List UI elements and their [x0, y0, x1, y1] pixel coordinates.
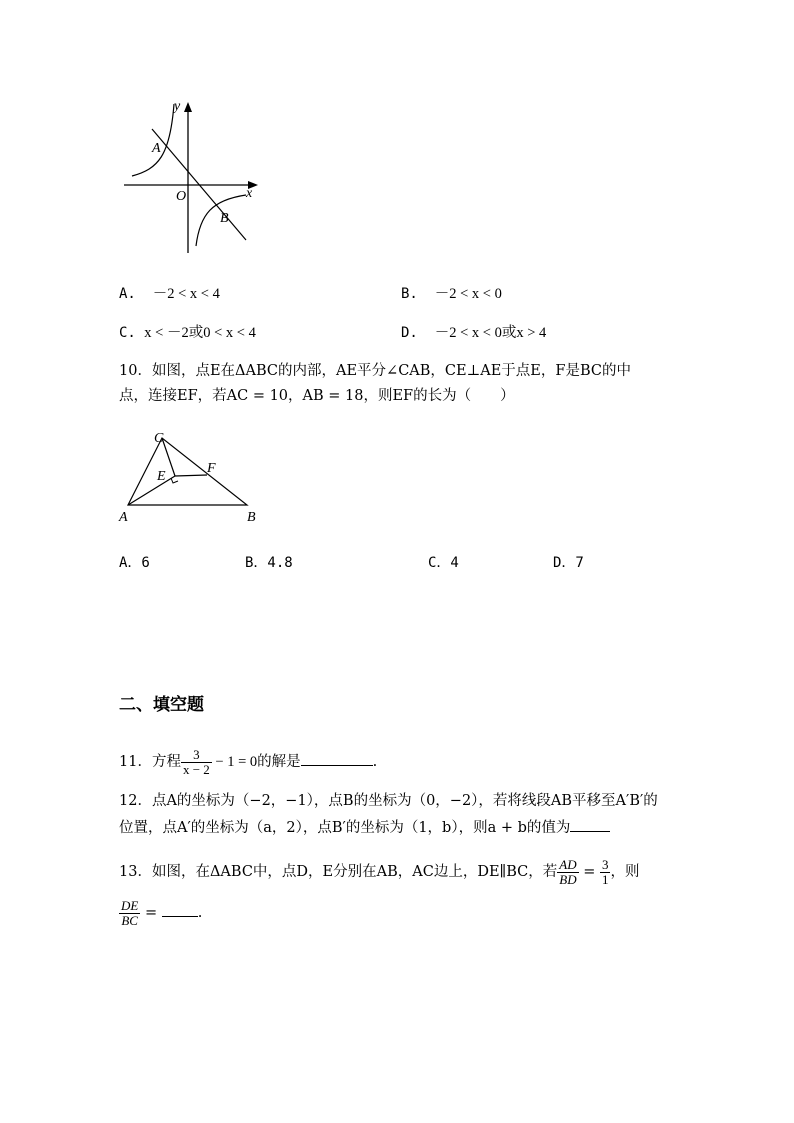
right-angle-mark	[171, 478, 178, 483]
q9-option-a-letter: A.	[119, 286, 136, 302]
q11-suffix: 的解是	[257, 754, 301, 770]
q13-fraction1-denominator: BD	[559, 871, 577, 887]
q13-fraction2-numerator: 3	[601, 856, 609, 872]
y-axis-arrow	[184, 102, 192, 112]
q13-answer-blank[interactable]	[162, 902, 198, 917]
q13-fraction-ratio	[600, 858, 611, 887]
point-a-label: A	[152, 141, 161, 156]
section-title-fill-in: 二、填空题	[119, 695, 204, 715]
q11-fraction-denominator: x − 2	[182, 761, 210, 777]
q13-line1-post: ，则	[610, 864, 640, 880]
q13-stem-line1	[119, 856, 639, 888]
q11-answer-blank[interactable]	[301, 751, 373, 766]
q9-option-b-letter: B.	[401, 286, 418, 302]
q10-option-a: A．6	[119, 555, 150, 571]
q13-fraction3-numerator: DE	[121, 897, 139, 913]
q12-stem-line1: 12．点A的坐标为（−2，−1），点B的坐标为（0，−2），若将线段AB平移至A′B′的	[119, 793, 658, 809]
q9-option-c-text: x < －2或0 < x < 4	[144, 325, 256, 341]
q13-fraction-ad-bd	[557, 858, 578, 887]
q12-answer-blank[interactable]	[570, 817, 610, 832]
origin-label: O	[176, 189, 187, 204]
q9-option-c	[119, 323, 256, 343]
q9-option-c-letter: C.	[119, 325, 136, 341]
q10-option-b: B．4.8	[245, 555, 293, 571]
vertex-b-label: B	[247, 510, 256, 525]
q11-fraction-numerator: 3	[181, 748, 212, 763]
q13-line1-text: 13．如图，在ΔABC中，点D，E分别在AB，AC边上，DE∥BC，若	[119, 864, 558, 880]
q12-line2-text: 位置，点A′的坐标为（a，2），点B′的坐标为（1，b），则a + b的值为	[119, 820, 571, 836]
q13-fraction3-denominator: BC	[121, 912, 138, 928]
vertex-c-label: C	[154, 431, 164, 446]
function-graph-figure	[118, 96, 268, 261]
q9-option-a	[119, 284, 220, 304]
q9-option-d-letter: D.	[401, 325, 418, 341]
q10-stem-line1: 10．如图，点E在ΔABC的内部，AE平分∠CAB，CE⊥AE于点E，F是BC的中	[119, 363, 631, 379]
q9-option-d-text: －2 < x < 0或x > 4	[434, 325, 547, 341]
q11-stem	[119, 747, 377, 777]
q9-option-b	[401, 284, 502, 304]
q11-equation-rest: − 1 = 0	[211, 754, 258, 770]
triangle-abc	[128, 438, 247, 505]
hyperbola-branch-left	[132, 104, 174, 176]
q9-option-a-text: －2 < x < 4	[152, 286, 220, 302]
q13-equals: =	[578, 864, 600, 880]
y-axis-label: y	[174, 99, 181, 114]
q11-fraction	[181, 748, 212, 777]
q13-equals-2: =	[140, 905, 162, 921]
q13-end: .	[197, 905, 203, 921]
q12-stem-line2	[119, 817, 610, 838]
q9-option-b-text: －2 < x < 0	[434, 286, 502, 302]
vertex-a-label: A	[119, 510, 128, 525]
q9-option-d	[401, 323, 546, 343]
q13-fraction-de-bc	[119, 899, 140, 928]
x-axis-label: x	[246, 186, 253, 201]
q10-option-d: D．7	[553, 555, 584, 571]
triangle-figure	[115, 428, 265, 528]
q13-fraction1-numerator: AD	[559, 856, 577, 872]
q10-option-c: C．4	[428, 555, 459, 571]
segment-ef	[175, 475, 207, 476]
q13-fraction2-denominator: 1	[601, 871, 609, 887]
q13-stem-line2	[119, 897, 202, 929]
point-e-label: E	[157, 469, 166, 484]
point-b-label: B	[220, 211, 229, 226]
q11-prefix: 11．方程	[119, 754, 181, 770]
point-f-label: F	[207, 461, 216, 476]
q10-stem-line2: 点，连接EF，若AC = 10，AB = 18，则EF的长为（ ）	[119, 388, 515, 404]
q11-end: .	[372, 754, 378, 770]
